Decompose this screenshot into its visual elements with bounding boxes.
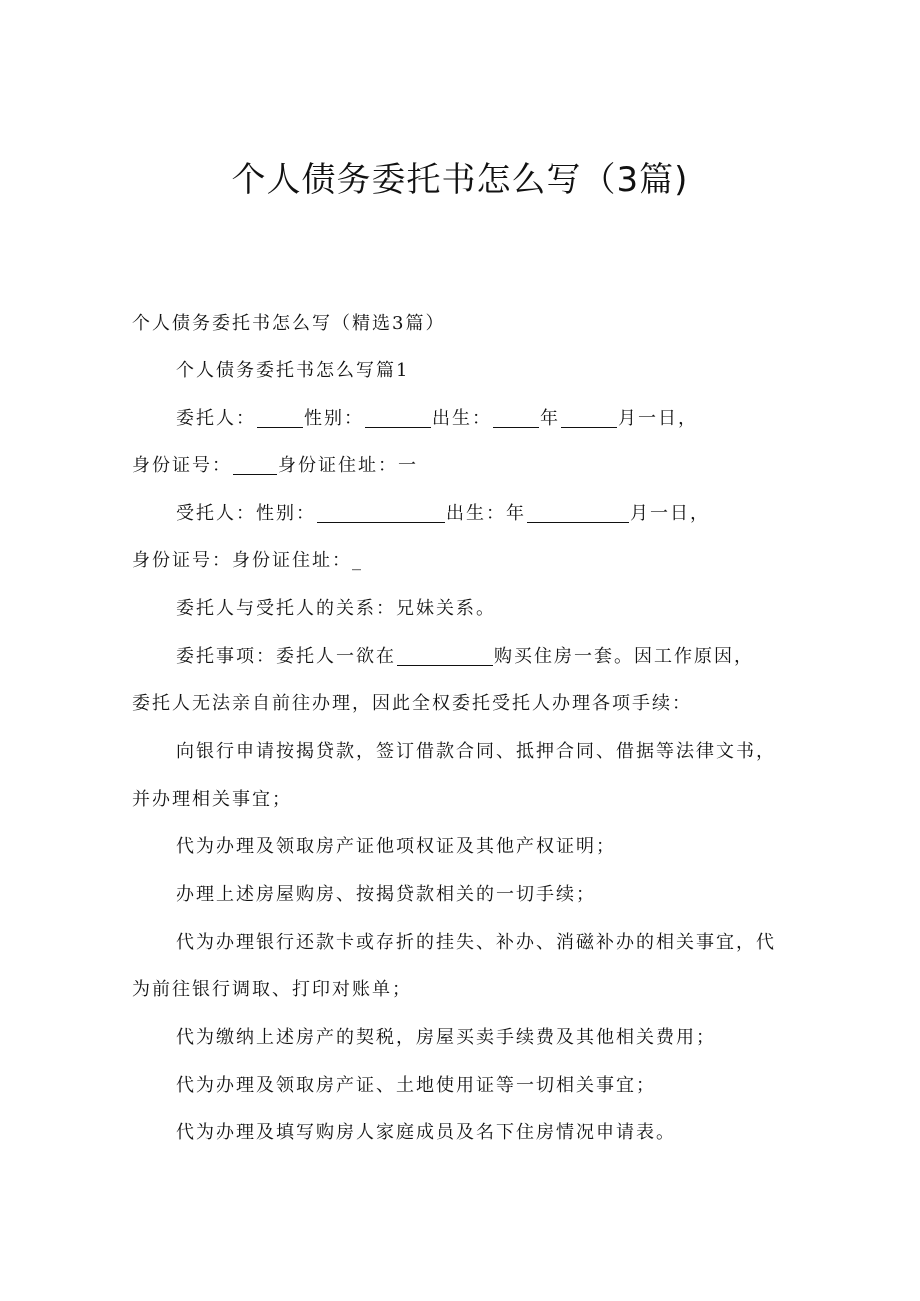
- agent-line: [176, 499, 796, 529]
- agent-label: 受托人：性别：: [176, 503, 316, 524]
- agent-month-blank: [527, 504, 629, 523]
- principal-month-blank: [561, 409, 617, 428]
- relationship-line: 委托人与受托人的关系：兄妹关系。: [176, 598, 496, 619]
- principal-id-blank: [233, 456, 277, 475]
- principal-address-label: 身份证住址：一: [278, 455, 418, 476]
- principal-year-label: 年: [540, 408, 560, 429]
- item-6: 代为办理及领取房产证、土地使用证等一切相关事宜；: [176, 1075, 656, 1096]
- principal-birth-label: 出生：: [432, 408, 492, 429]
- section-heading: 个人债务委托书怎么写篇1: [176, 360, 410, 381]
- agent-gender-blank: [317, 504, 445, 523]
- item-2: 代为办理及领取房产证他项权证及其他产权证明；: [176, 836, 616, 857]
- principal-gender-blank: [365, 409, 431, 428]
- principal-id-line: [132, 451, 792, 481]
- matters-line: [176, 642, 796, 672]
- item-5: 代为缴纳上述房产的契税，房屋买卖手续费及其他相关费用；: [176, 1027, 716, 1048]
- agent-id-line: 身份证号：身份证住址：_: [132, 550, 363, 571]
- item-3: 办理上述房屋购房、按揭贷款相关的一切手续；: [176, 884, 596, 905]
- item-4-line-1: 代为办理银行还款卡或存折的挂失、补办、消磁补办的相关事宜，代: [176, 932, 776, 953]
- document-title: 个人债务委托书怎么写（3篇): [231, 160, 689, 200]
- matters-suffix: 购买住房一套。因工作原因，: [494, 646, 754, 667]
- document-subtitle: 个人债务委托书怎么写（精选3篇）: [132, 313, 446, 334]
- principal-id-label: 身份证号：: [132, 455, 232, 476]
- principal-label: 委托人：: [176, 408, 256, 429]
- matters-location-blank: [397, 647, 493, 666]
- item-7: 代为办理及填写购房人家庭成员及名下住房情况申请表。: [176, 1122, 676, 1143]
- matters-continuation: 委托人无法亲自前往办理，因此全权委托受托人办理各项手续：: [132, 693, 692, 714]
- item-4-line-2: 为前往银行调取、打印对账单；: [132, 979, 412, 1000]
- agent-birth-label: 出生：年: [446, 503, 526, 524]
- agent-month-day: 月一日，: [630, 503, 710, 524]
- principal-gender-label: 性别：: [304, 408, 364, 429]
- item-1-line-1: 向银行申请按揭贷款，签订借款合同、抵押合同、借据等法律文书，: [176, 741, 776, 762]
- matters-prefix: 委托事项：委托人一欲在: [176, 646, 396, 667]
- item-1-line-2: 并办理相关事宜；: [132, 789, 292, 810]
- principal-name-blank: [257, 409, 303, 428]
- principal-line: [176, 404, 796, 434]
- principal-year-blank: [493, 409, 539, 428]
- principal-month-day: 月一日，: [618, 408, 698, 429]
